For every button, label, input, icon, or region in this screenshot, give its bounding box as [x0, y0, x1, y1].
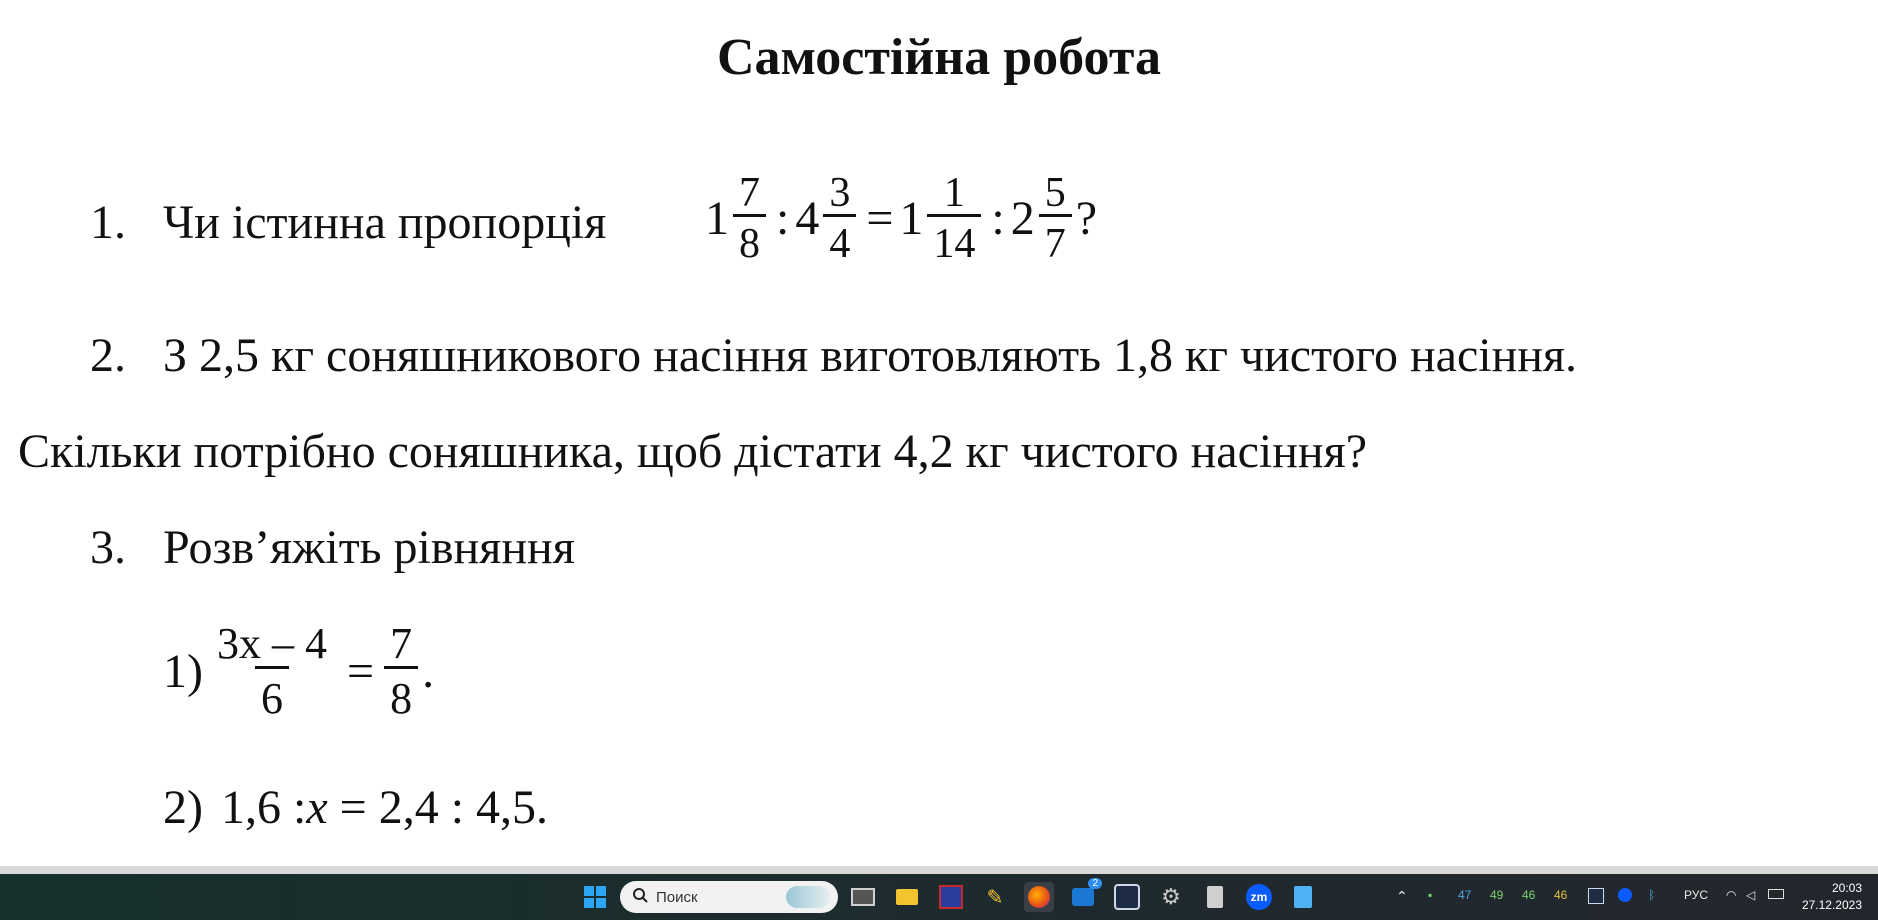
denominator: 7 — [1039, 214, 1072, 265]
task-view-icon[interactable] — [848, 882, 878, 912]
clock[interactable] — [1802, 880, 1862, 914]
app-tray-icon[interactable] — [1588, 888, 1604, 907]
variable-x: x — [306, 781, 328, 834]
search-placeholder: Поиск — [656, 888, 698, 906]
task3-number: 3. — [90, 521, 126, 574]
notification-badge: 2 — [1088, 878, 1102, 889]
temp-1[interactable]: 47 — [1458, 888, 1472, 902]
task1-fraction-4 — [1039, 172, 1072, 265]
numerator: 3x – 4 — [216, 619, 327, 668]
equation-1-right-fraction — [384, 619, 418, 723]
equals-sign: = — [866, 192, 894, 245]
equation-2-part-b: = 2,4 : 4,5. — [327, 781, 549, 834]
ratio-sign: : — [776, 192, 790, 245]
equation-2-label: 2) — [163, 781, 203, 834]
time: 20:03 — [1831, 881, 1862, 895]
temp-3[interactable]: 46 — [1522, 888, 1536, 902]
zoom-tray-icon[interactable] — [1618, 888, 1632, 905]
equation-2 — [163, 780, 548, 835]
equation-2-part-a: 1,6 : — [220, 781, 307, 834]
date: 27.12.2023 — [1801, 898, 1862, 912]
task3-text: Розв’яжіть рівняння — [163, 521, 575, 574]
denominator: 4 — [823, 214, 856, 265]
document-title: Самостійна робота — [716, 29, 1161, 86]
save-app-icon[interactable] — [936, 882, 966, 912]
task1-fraction-3 — [927, 172, 981, 265]
equation-1-left-fraction — [207, 619, 337, 723]
task1-fraction-2 — [823, 172, 856, 265]
search-box[interactable] — [620, 881, 838, 913]
equation-1 — [163, 619, 435, 723]
settings-icon[interactable]: ⚙ — [1161, 884, 1181, 909]
pencil-app-icon[interactable]: ✎ — [986, 886, 1004, 909]
equation-1-label: 1) — [163, 645, 203, 698]
ratio-sign: : — [991, 192, 1005, 245]
numerator: 5 — [1044, 170, 1066, 216]
task1-whole-2: 4 — [795, 192, 820, 245]
task2-line1: З 2,5 кг соняшникового насіння виготовляють 1,8 кг чистого насіння. — [163, 329, 1578, 382]
task2-number: 2. — [90, 329, 126, 382]
start-icon[interactable] — [580, 882, 610, 912]
temp-4[interactable]: 46 — [1554, 888, 1568, 902]
wifi-icon[interactable]: ◠ — [1726, 888, 1737, 902]
volume-icon[interactable]: ◁ — [1746, 888, 1756, 902]
task1-fraction-1 — [733, 172, 766, 265]
denominator: 6 — [255, 666, 289, 721]
search-icon — [632, 887, 648, 907]
file-explorer-icon[interactable] — [892, 882, 922, 912]
denominator: 8 — [384, 666, 418, 721]
bluetooth-icon[interactable]: ᛒ — [1648, 888, 1656, 902]
firefox-icon[interactable] — [1024, 882, 1054, 912]
numerator: 1 — [943, 170, 965, 216]
task2-line2: Скільки потрібно соняшника, щоб дістати 4,2 кг чистого насіння? — [18, 425, 1367, 478]
equals-sign: = — [346, 645, 375, 698]
zoom-label: zm — [1246, 884, 1272, 910]
zoom-icon[interactable] — [1244, 882, 1274, 912]
calculator-icon[interactable] — [1200, 882, 1230, 912]
period: . — [422, 645, 435, 698]
question-mark: ? — [1075, 192, 1098, 245]
notepad-icon[interactable] — [1288, 882, 1318, 912]
taskbar — [0, 874, 1878, 920]
mail-icon[interactable] — [1068, 878, 1098, 912]
denominator: 8 — [733, 214, 766, 265]
temp-2[interactable]: 49 — [1490, 888, 1504, 902]
denominator: 14 — [927, 214, 981, 265]
task1-whole-1: 1 — [705, 192, 729, 245]
app-icon[interactable] — [1112, 882, 1142, 912]
numerator: 7 — [390, 619, 413, 668]
task1-whole-4: 2 — [1010, 192, 1035, 245]
horizontal-scrollbar[interactable] — [0, 866, 1878, 874]
task1-number: 1. — [90, 196, 126, 249]
search-highlight-icon — [786, 886, 830, 908]
task1-text: Чи істинна пропорція — [163, 196, 607, 249]
battery-icon[interactable] — [1768, 888, 1784, 902]
chevron-up-icon[interactable]: ⌃ — [1396, 888, 1408, 904]
numerator: 7 — [739, 170, 760, 216]
language-indicator[interactable]: РУС — [1684, 888, 1709, 902]
task1-proportion — [705, 172, 1097, 265]
task1-whole-3: 1 — [899, 192, 924, 245]
numerator: 3 — [829, 170, 851, 216]
nvidia-icon[interactable]: ▪ — [1428, 888, 1433, 902]
